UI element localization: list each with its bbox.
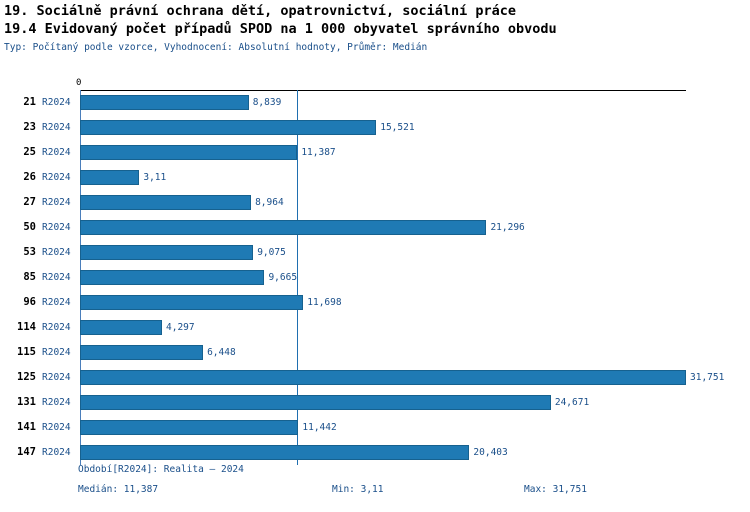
chart-row[interactable] xyxy=(0,415,750,440)
bar-value-label: 8,964 xyxy=(255,197,284,208)
series-label: R2024 xyxy=(42,422,71,433)
series-label: R2024 xyxy=(42,147,71,158)
bar[interactable] xyxy=(80,220,486,235)
series-label: R2024 xyxy=(42,397,71,408)
bar-value-label: 24,671 xyxy=(554,397,590,408)
bar-value-label: 20,403 xyxy=(473,447,508,458)
bar[interactable] xyxy=(80,395,551,410)
min-label: Min: 3,11 xyxy=(332,484,384,495)
category-label: 147 xyxy=(17,446,36,458)
bar[interactable] xyxy=(80,270,264,285)
series-label: R2024 xyxy=(42,297,71,308)
bar-value-label: 4,297 xyxy=(166,322,195,333)
chart-row[interactable] xyxy=(0,340,750,365)
chart-row[interactable] xyxy=(0,365,750,390)
series-label: R2024 xyxy=(42,247,71,258)
page-subtitle: Typ: Počítaný podle vzorce, Vyhodnocení: Absolutní hodnoty, Průměr: Medián xyxy=(4,42,428,53)
bar-chart xyxy=(0,78,750,458)
bar[interactable] xyxy=(80,95,249,110)
bar[interactable] xyxy=(80,445,469,460)
series-label: R2024 xyxy=(42,172,71,183)
chart-row[interactable] xyxy=(0,140,750,165)
bar[interactable] xyxy=(80,370,686,385)
category-label: 115 xyxy=(17,346,36,358)
series-label: R2024 xyxy=(42,272,71,283)
bar[interactable] xyxy=(80,195,251,210)
chart-row[interactable] xyxy=(0,315,750,340)
axis-origin-label: 0 xyxy=(76,78,82,88)
chart-row[interactable] xyxy=(0,215,750,240)
category-label: 21 xyxy=(23,96,36,108)
period-note: Období[R2024]: Realita – 2024 xyxy=(78,464,244,475)
bar-value-label: 21,296 xyxy=(490,222,525,233)
page-title-line-2: 19.4 Evidovaný počet případů SPOD na 1 000 obyvatel správního obvodu xyxy=(4,21,557,37)
category-label: 27 xyxy=(23,196,36,208)
bar-value-label: 11,698 xyxy=(307,297,342,308)
chart-row[interactable] xyxy=(0,165,750,190)
chart-footer xyxy=(0,462,750,508)
bar[interactable] xyxy=(80,295,303,310)
series-label: R2024 xyxy=(42,347,71,358)
category-label: 96 xyxy=(23,296,36,308)
bar[interactable] xyxy=(80,145,297,160)
page-title-line-1: 19. Sociálně právní ochrana dětí, opatrovnictví, sociální práce xyxy=(4,3,517,19)
bar[interactable] xyxy=(80,245,253,260)
category-label: 53 xyxy=(23,246,36,258)
series-label: R2024 xyxy=(42,197,71,208)
chart-row[interactable] xyxy=(0,290,750,315)
bar-value-label: 8,839 xyxy=(252,97,282,108)
series-label: R2024 xyxy=(42,97,71,108)
category-label: 23 xyxy=(23,121,36,133)
bar-value-label: 3,11 xyxy=(143,172,167,183)
bar[interactable] xyxy=(80,170,139,185)
bar[interactable] xyxy=(80,420,298,435)
series-label: R2024 xyxy=(42,447,71,458)
chart-row[interactable] xyxy=(0,240,750,265)
series-label: R2024 xyxy=(42,372,71,383)
bar-value-label: 9,075 xyxy=(257,247,286,258)
bar-value-label: 15,521 xyxy=(380,122,415,133)
bar-value-label: 11,442 xyxy=(302,422,337,433)
category-label: 25 xyxy=(23,146,36,158)
header-block xyxy=(4,2,746,55)
category-label: 50 xyxy=(23,221,36,233)
category-label: 114 xyxy=(17,321,36,333)
bar-value-label: 6,448 xyxy=(207,347,236,358)
median-label: Medián: 11,387 xyxy=(78,484,159,495)
category-label: 125 xyxy=(17,371,36,383)
bar[interactable] xyxy=(80,120,376,135)
series-label: R2024 xyxy=(42,322,71,333)
series-label: R2024 xyxy=(42,122,71,133)
bar[interactable] xyxy=(80,320,162,335)
category-label: 26 xyxy=(23,171,36,183)
category-label: 85 xyxy=(23,271,36,283)
bar-value-label: 11,387 xyxy=(301,147,336,158)
bar-value-label: 31,751 xyxy=(690,372,725,383)
bar[interactable] xyxy=(80,345,203,360)
max-label: Max: 31,751 xyxy=(524,484,587,495)
series-label: R2024 xyxy=(42,222,71,233)
category-label: 141 xyxy=(17,421,36,433)
bar-value-label: 9,665 xyxy=(268,272,298,283)
chart-row[interactable] xyxy=(0,190,750,215)
chart-row[interactable] xyxy=(0,265,750,290)
chart-row[interactable] xyxy=(0,115,750,140)
chart-row[interactable] xyxy=(0,90,750,115)
category-label: 131 xyxy=(17,396,36,408)
chart-row[interactable] xyxy=(0,390,750,415)
